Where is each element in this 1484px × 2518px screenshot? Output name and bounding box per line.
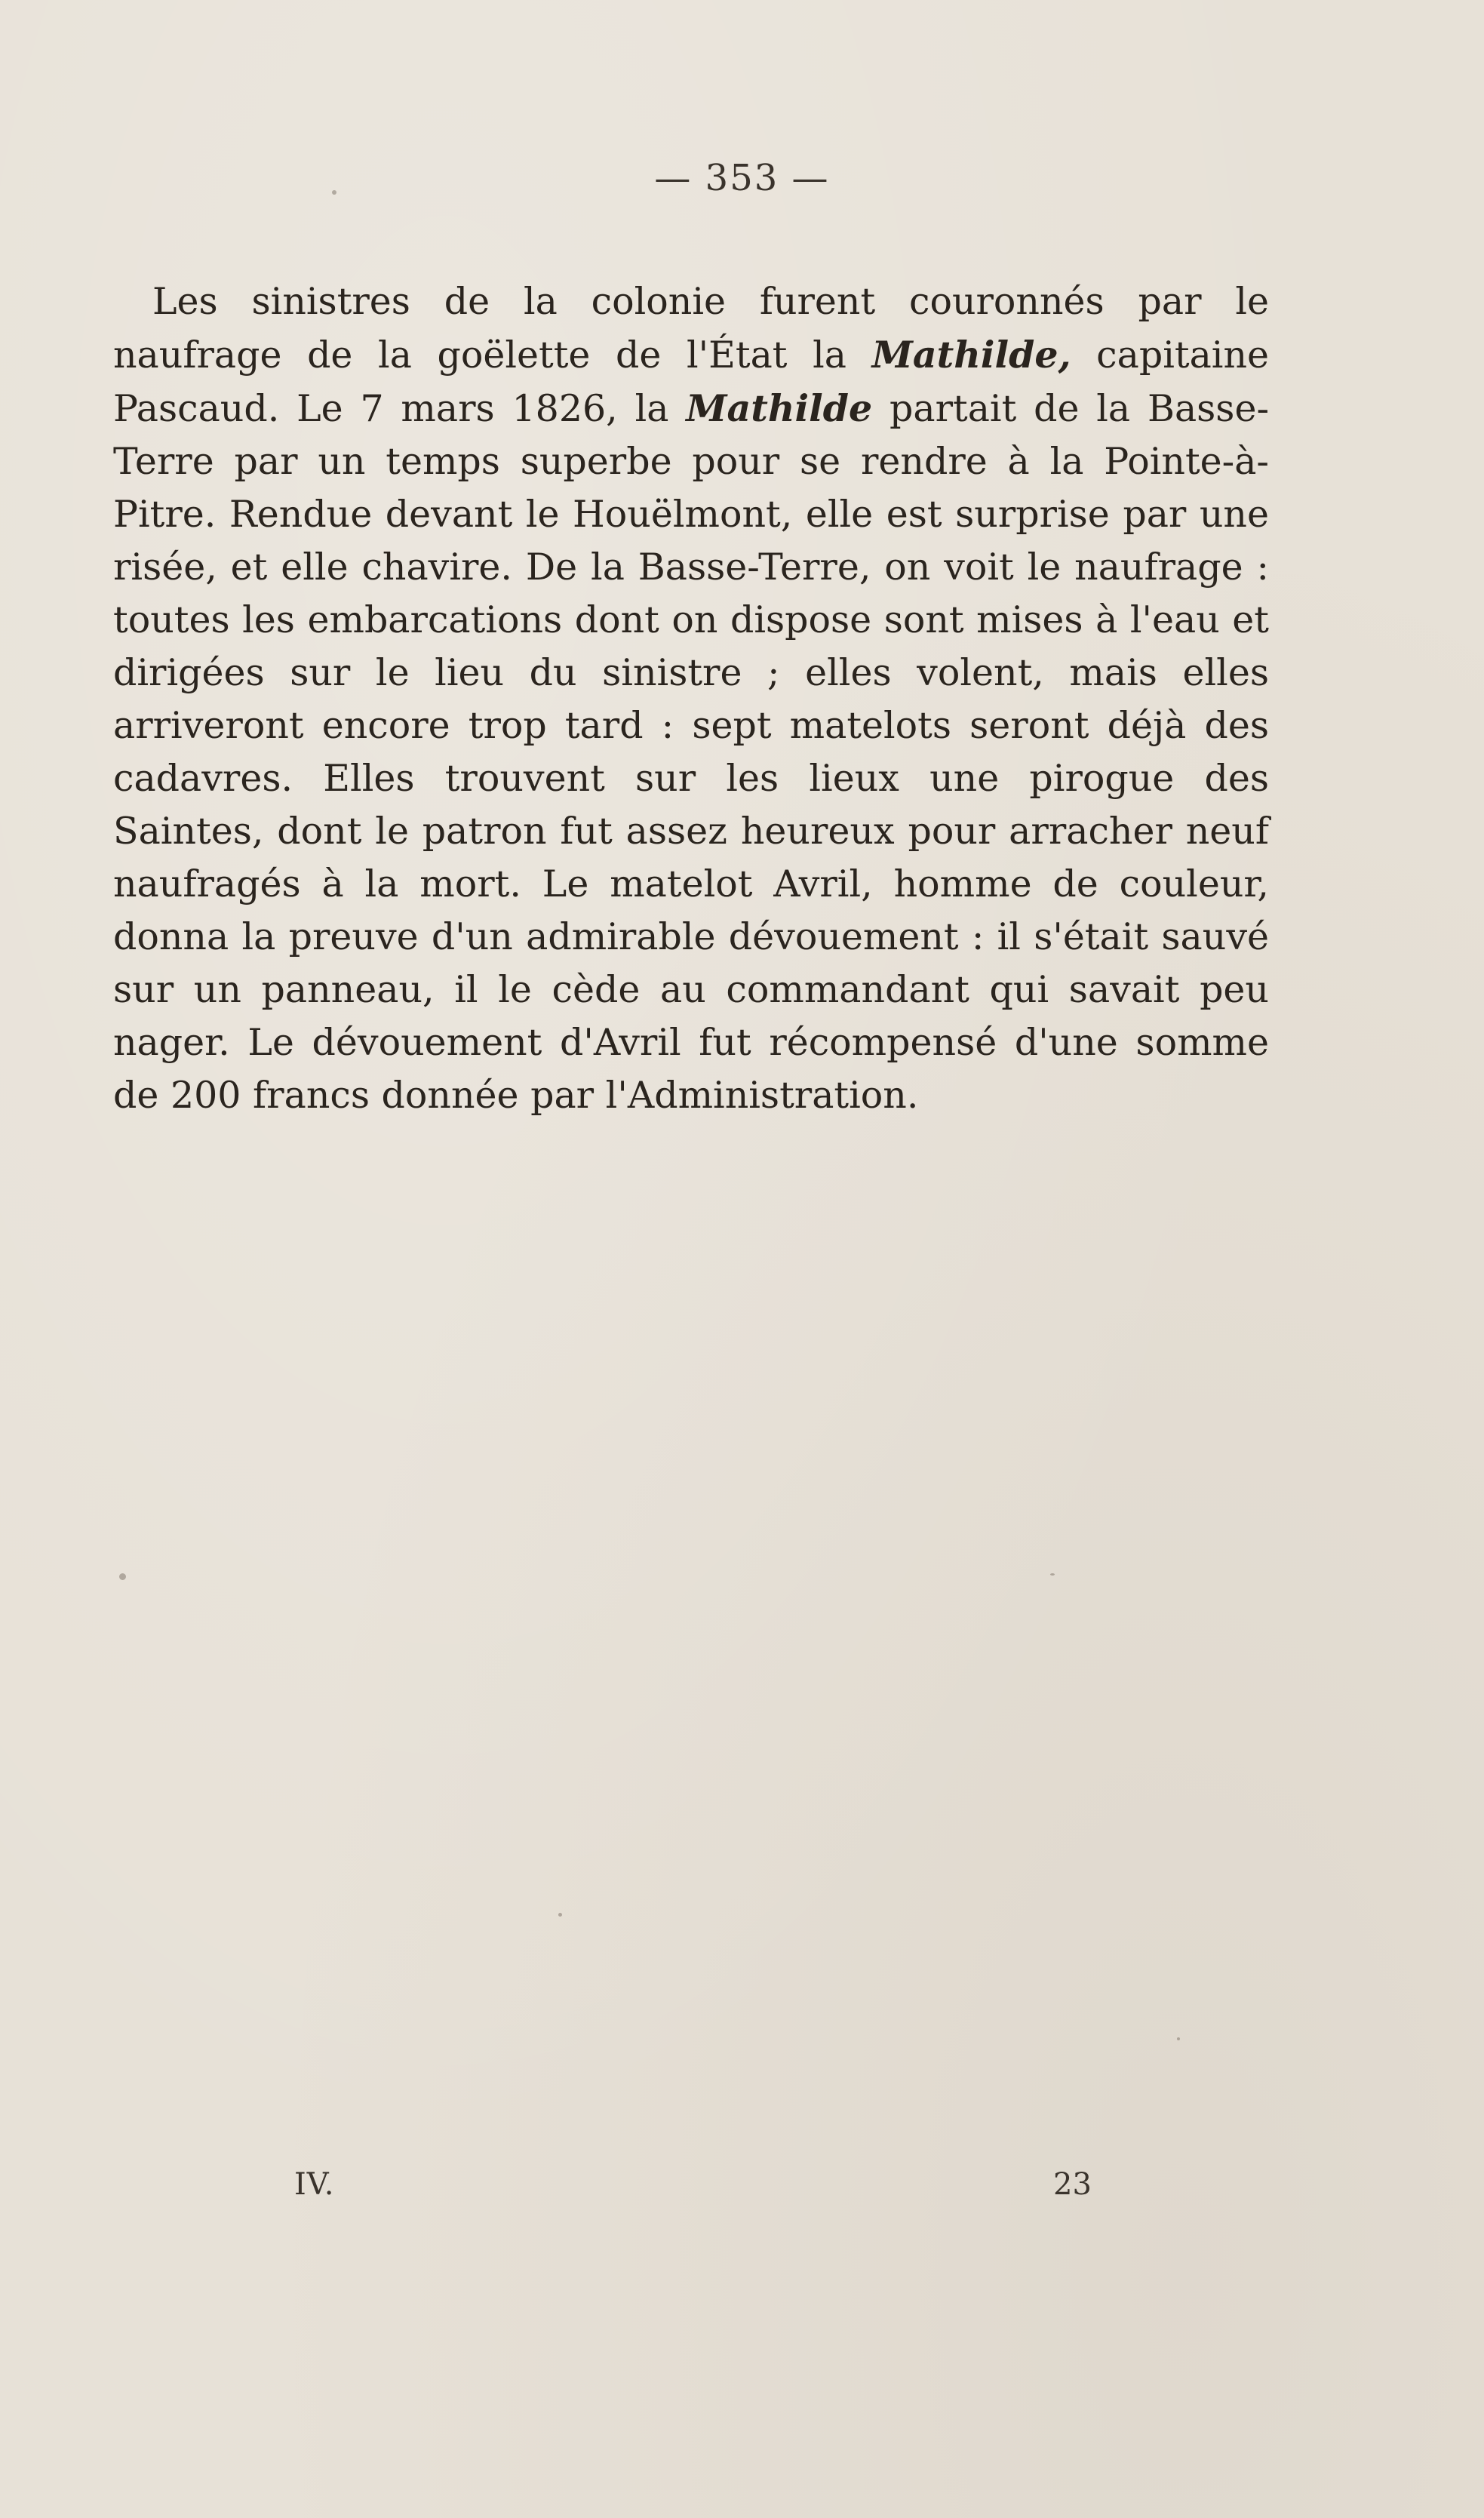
- signature-mark: IV.: [294, 2167, 335, 2202]
- page-number: — 353 —: [654, 157, 830, 199]
- paragraph-text-part: capitaine Pascaud. Le 7 mars 1826, la: [113, 334, 1270, 430]
- paragraph-text-part: Les sinistres de la colonie furent couronnés par le naufrage de la goëlette de l'État la: [113, 280, 1269, 377]
- paper-speck: [119, 1573, 126, 1580]
- body-paragraph: [113, 275, 1269, 1122]
- paper-speck: [1177, 2037, 1180, 2040]
- paragraph-text-part: partait de la Basse-Terre par un temps superbe pour se rendre à la Pointe-à-Pitre. Rendue devant le Houëlmont, elle est surprise par une risée, et elle chavire. De la Basse-Terre, on voit le naufrage : toutes les embarcations dont on dispose sont mises à l'eau et dirigées sur le lieu du sinistre ; elles volent, mais elles arriveront encore trop tard : sept matelots seront déjà des cadavres. Elles trouvent sur les lieux une pirogue des Saintes, dont le patron fut assez heureux pour arracher neuf naufragés à la mort. Le matelot Avril, homme de couleur, donna la preuve d'un admirable dévouement : il s'était sauvé sur un panneau, il le cède au commandant qui savait peu nager. Le dévouement d'Avril fut récompensé d'une somme de 200 francs donnée par l'Administration.: [113, 387, 1270, 1117]
- ship-name-italic: Mathilde: [686, 386, 873, 430]
- paper-speck: [558, 1913, 562, 1917]
- sheet-number: 23: [1053, 2167, 1092, 2202]
- paper-speck: [1050, 1573, 1055, 1576]
- ship-name-italic: Mathilde,: [871, 333, 1071, 377]
- paper-speck: [332, 190, 336, 195]
